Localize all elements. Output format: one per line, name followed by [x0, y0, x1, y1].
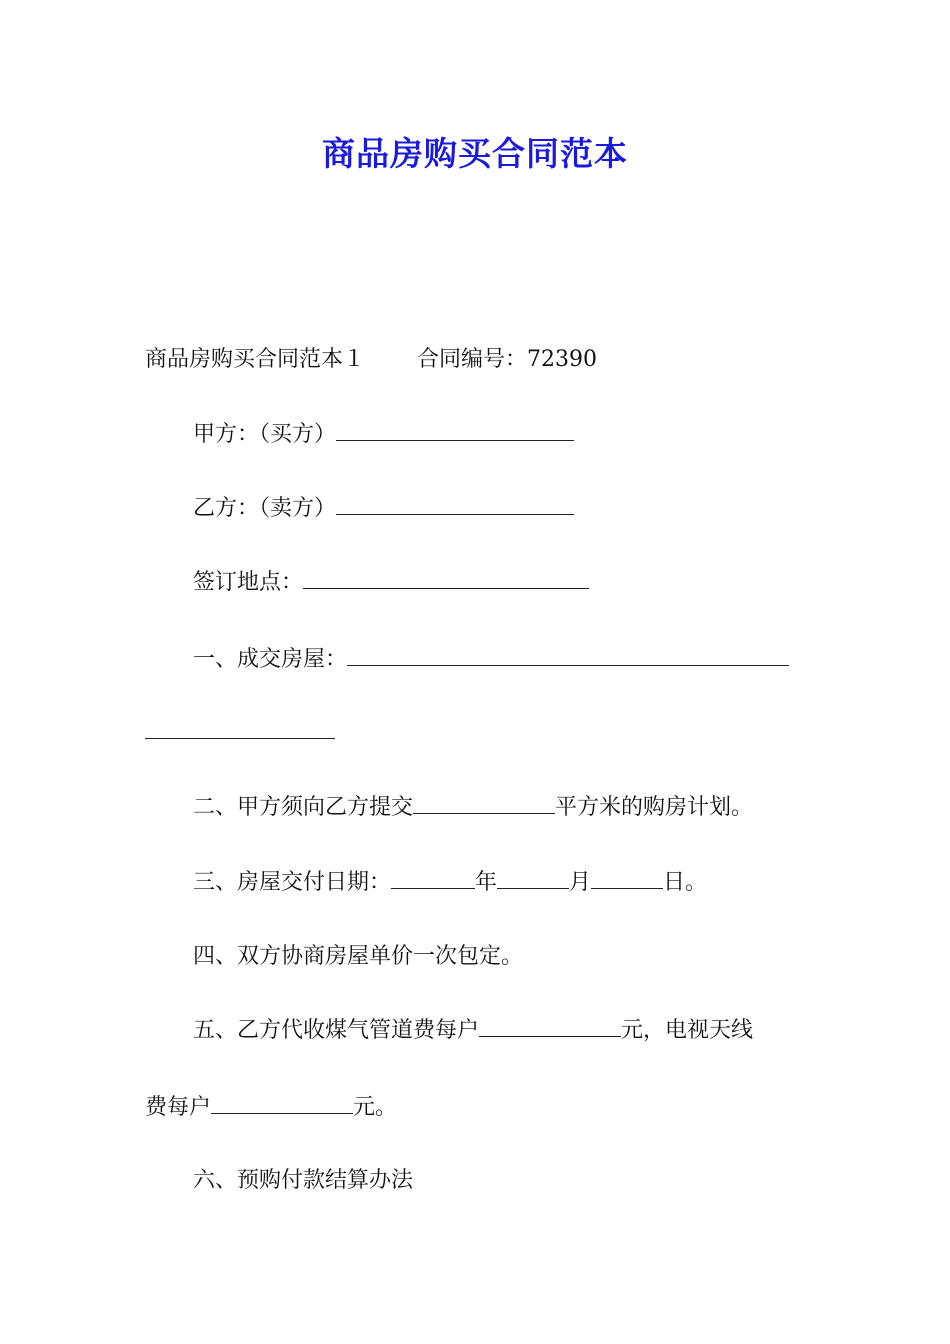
year-blank[interactable] [391, 868, 475, 889]
sign-place-blank[interactable] [303, 568, 589, 589]
party-a-blank[interactable] [336, 420, 574, 441]
month-blank[interactable] [497, 868, 569, 889]
clause3-label: 三、房屋交付日期： [193, 870, 392, 895]
day-label: 日。 [663, 870, 708, 895]
contract-no-label: 合同编号： [417, 347, 528, 372]
year-label: 年 [475, 870, 498, 895]
clause4-text: 四、双方协商房屋单价一次包定。 [193, 944, 524, 969]
header-line [145, 345, 597, 375]
clause6-line [193, 1166, 413, 1196]
clause5-before: 五、乙方代收煤气管道费每户 [193, 1018, 480, 1043]
contract-no: 72390 [527, 347, 598, 372]
party-a-label: 甲方：（买方） [193, 422, 337, 447]
clause3-line [193, 868, 707, 898]
clause1-continuation [145, 718, 335, 748]
clause5-line [193, 1016, 753, 1046]
clause1-label: 一、成交房屋： [193, 647, 348, 672]
clause4-line [193, 942, 523, 972]
document-title: 商品房购买合同范本 [322, 134, 628, 173]
clause1-blank[interactable] [347, 645, 789, 666]
clause2-before: 二、甲方须向乙方提交 [193, 795, 414, 820]
gas-fee-blank[interactable] [479, 1016, 621, 1037]
clause5-cont: 费每户 [145, 1095, 212, 1120]
party-a-line [193, 420, 574, 450]
clause2-blank[interactable] [413, 793, 555, 814]
clause5-after: 元。 [353, 1095, 398, 1120]
party-b-blank[interactable] [336, 494, 574, 515]
clause5-middle: 元，电视天线 [621, 1018, 754, 1043]
clause6-text: 六、预购付款结算办法 [193, 1168, 414, 1193]
day-blank[interactable] [591, 868, 663, 889]
clause1-blank-cont[interactable] [145, 718, 335, 739]
tv-fee-blank[interactable] [211, 1093, 353, 1114]
clause2-line [193, 793, 753, 823]
sign-place-line [193, 568, 589, 598]
clause5-continuation [145, 1093, 397, 1123]
doc-name: 商品房购买合同范本１ [145, 347, 366, 372]
clause2-after: 平方米的购房计划。 [555, 795, 754, 820]
month-label: 月 [569, 870, 592, 895]
party-b-line [193, 494, 574, 524]
party-b-label: 乙方：（卖方） [193, 496, 337, 521]
sign-place-label: 签订地点： [193, 570, 304, 595]
clause1-line [193, 645, 789, 675]
